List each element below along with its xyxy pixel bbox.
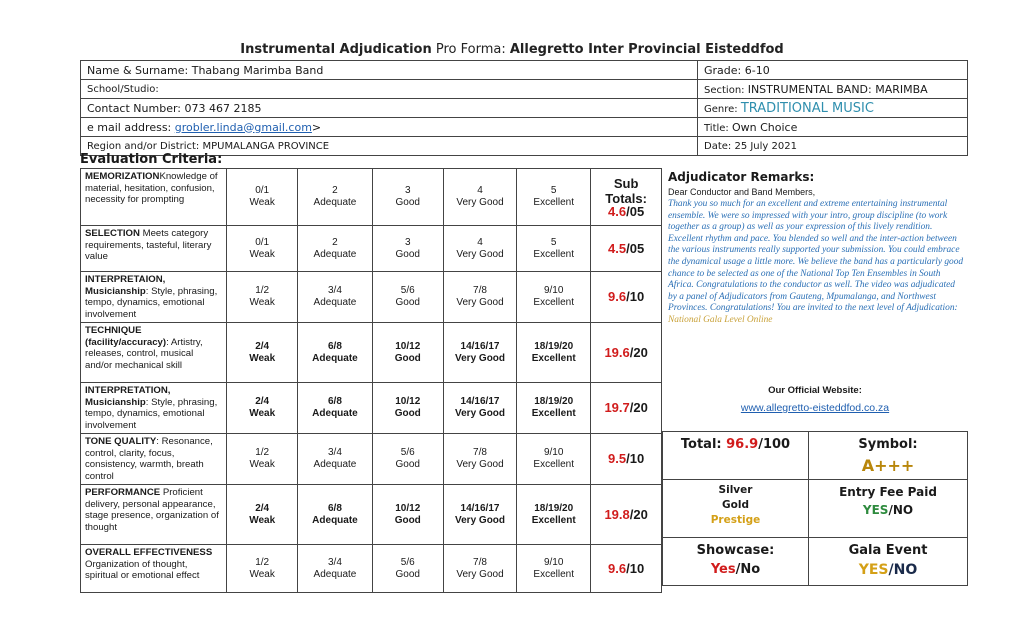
criteria-detail: Meets category requirements, tasteful, literary value — [85, 228, 212, 262]
score-range: 14/16/17 — [460, 396, 500, 407]
criteria-detail: : Style, phrasing, tempo, dynamics, emotional involvement — [85, 396, 218, 431]
title-cell — [698, 118, 968, 137]
criteria-detail: : Style, phrasing, tempo, dynamics, emotional involvement — [85, 285, 218, 320]
score-range: 6/8 — [328, 340, 342, 352]
email-suffix: > — [311, 120, 322, 134]
score-option — [443, 485, 516, 545]
remarks-level: National Gala Level Online — [668, 314, 773, 325]
grade-cell — [698, 61, 968, 80]
criteria-name: SELECTION — [85, 228, 140, 239]
region-value: MPUMALANGA PROVINCE — [202, 140, 330, 152]
subtotal-cell — [591, 169, 662, 226]
score-option — [443, 545, 516, 593]
score-range: 3 — [404, 236, 411, 248]
score-label: Adequate — [312, 352, 358, 364]
medals-cell — [663, 480, 809, 538]
medal-gold: Gold — [722, 499, 749, 511]
score-label: Adequate — [313, 248, 357, 260]
score-label: Very Good — [456, 297, 504, 308]
score-option — [443, 434, 516, 485]
score-option — [298, 169, 372, 226]
score-label: Very Good — [455, 352, 506, 364]
score-option — [298, 272, 372, 323]
subtotal-out-of: /05 — [626, 204, 645, 219]
section-value: INSTRUMENTAL BAND: MARIMBA — [747, 82, 928, 96]
website-title: Our Official Website: — [768, 385, 862, 396]
score-label: Very Good — [456, 197, 504, 208]
criteria-row — [81, 383, 662, 434]
score-range: 0/1 — [255, 236, 270, 248]
score-label: Excellent — [533, 568, 574, 580]
score-option — [298, 383, 372, 434]
symbol-cell — [809, 432, 968, 480]
score-range: 9/10 — [543, 285, 564, 296]
score-label: Excellent — [533, 297, 574, 308]
score-label: Weak — [249, 408, 276, 419]
score-option — [227, 272, 298, 323]
score-range: 2/4 — [255, 396, 270, 407]
showcase-label: Showcase: — [696, 543, 775, 558]
genre-value: TRADITIONAL MUSIC — [740, 100, 874, 116]
score-option — [227, 169, 298, 226]
name-value: Thabang Marimba Band — [191, 63, 324, 77]
score-range: 5 — [550, 236, 557, 248]
criteria-name: OVERALL EFFECTIVENESS — [85, 547, 213, 558]
criteria-detail: : Resonance, control, clarity, focus, consistency, warmth, breath control — [85, 436, 213, 482]
subtotal-cell — [591, 383, 662, 434]
score-range: 2 — [332, 236, 338, 248]
score-range: 4 — [477, 236, 483, 248]
email-label: e mail address: — [87, 120, 175, 134]
contact-cell — [81, 99, 698, 118]
info-table — [80, 60, 968, 156]
section-cell — [698, 80, 968, 99]
score-range: 18/19/20 — [534, 502, 574, 514]
score-option — [372, 545, 443, 593]
name-cell — [81, 61, 698, 80]
adjudicator-remarks: Adjudicator Remarks: Dear Conductor and Band Members, Thank you so much for an excellent and extreme entertaining instrumental ensemble. We were so impressed with your intro, group discipline (to work together as a group) as well as your expression of this lively rendition. Excellent rhythm and pace. You blended so well and the inter-action between the various instruments really supported your submission. You could embrace the dynamical usage a little more. We believe the band has a particularly good chance to be selected as one of the National Top Ten Ensembles in South Africa. Congratulations to the conductor as well. The video was adjudicated by a panel of Adjudicators from Gauteng, Mpumalanga, and Northwest Provinces. Congratulations! You are invited to the next level of Adjudication: National Gala Level Online — [668, 170, 964, 325]
score-option — [443, 383, 516, 434]
criteria-description — [81, 169, 227, 226]
gala-label: Gala Event — [848, 543, 928, 558]
subtotal-header-line1: Sub — [613, 176, 639, 191]
subtotal-cell — [591, 323, 662, 383]
subtotal-out-of: /10 — [626, 560, 645, 576]
score-label: Weak — [249, 514, 276, 526]
showcase-cell — [663, 538, 809, 586]
criteria-row — [81, 169, 662, 226]
score-range: 5/6 — [400, 447, 415, 458]
email-cell — [81, 118, 698, 137]
score-range: 2/4 — [255, 340, 270, 352]
showcase-yes: Yes — [710, 562, 736, 577]
subtotal-header-line2: Totals: — [605, 191, 647, 206]
criteria-row — [81, 485, 662, 545]
score-label: Very Good — [456, 459, 504, 470]
subtotal-value: 19.7 — [604, 400, 630, 415]
score-option — [517, 383, 591, 434]
score-range: 0/1 — [255, 185, 270, 196]
score-label: Excellent — [533, 197, 574, 208]
subtotal-cell — [591, 272, 662, 323]
showcase-no: /No — [735, 562, 761, 577]
score-range: 7/8 — [473, 556, 487, 568]
score-range: 4 — [477, 185, 483, 196]
subtotal-out-of: /20 — [629, 506, 648, 522]
score-option — [372, 169, 443, 226]
subtotal-out-of: /10 — [626, 451, 645, 466]
total-out: /100 — [758, 437, 791, 452]
score-range: 6/8 — [328, 396, 342, 407]
criteria-description — [81, 545, 227, 593]
score-label: Very Good — [455, 408, 506, 419]
criteria-name: PERFORMANCE — [85, 487, 161, 498]
remarks-text: Thank you so much for an excellent and extreme entertaining instrumental ensemble. We were so impressed with your intro, group discipline (to work together as a group) as well as your expression of this lively rendition. Excellent rhythm and pace. You blended so well and the inter-action between the various instruments really supported your submission. You could embrace the dynamical usage a little more. We believe the band has a particularly good chance to be selected as one of the National Top Ten Ensembles in South Africa. Congratulations to the conductor as well. The video was adjudicated by a panel of Adjudicators from Gauteng, Mpumalanga, and Northwest Provinces. Congratulations! You are invited to the next level of Adjudication: — [668, 199, 964, 314]
score-label: Adequate — [313, 568, 357, 580]
criteria-description — [81, 226, 227, 272]
totals-table — [662, 431, 968, 586]
score-range: 10/12 — [395, 502, 421, 514]
subtotal-value: 4.6 — [608, 204, 627, 219]
score-label: Weak — [249, 248, 275, 260]
entry-fee-cell — [809, 480, 968, 538]
score-option — [298, 485, 372, 545]
subtotal-value: 19.8 — [604, 506, 630, 522]
score-option — [227, 545, 298, 593]
subtotal-out-of: /20 — [629, 400, 648, 415]
website-block — [662, 385, 968, 414]
criteria-row — [81, 323, 662, 383]
medal-prestige: Prestige — [710, 514, 761, 526]
score-option — [298, 545, 372, 593]
score-option — [372, 272, 443, 323]
score-option — [298, 323, 372, 383]
score-range: 5 — [550, 185, 557, 196]
criteria-description — [81, 383, 227, 434]
total-value: 96.9 — [726, 437, 759, 452]
score-range: 1/2 — [255, 447, 270, 458]
score-option — [227, 226, 298, 272]
region-label: Region and/or District: — [87, 140, 203, 152]
grade-value: 6-10 — [744, 63, 770, 77]
score-label: Good — [395, 459, 420, 470]
score-label: Very Good — [455, 514, 506, 526]
date-cell — [698, 137, 968, 156]
subtotal-value: 4.5 — [608, 240, 627, 256]
criteria-detail: Knowledge of material, hesitation, confusion, necessity for prompting — [85, 171, 218, 205]
score-label: Excellent — [533, 459, 574, 470]
score-option — [227, 434, 298, 485]
score-label: Excellent — [531, 514, 576, 526]
score-option — [372, 226, 443, 272]
score-range: 10/12 — [395, 340, 421, 352]
score-range: 3/4 — [328, 447, 342, 458]
criteria-title: Evaluation Criteria: — [80, 152, 223, 167]
subtotal-out-of: /10 — [626, 289, 645, 304]
score-range: 14/16/17 — [460, 502, 500, 514]
score-range: 1/2 — [255, 556, 270, 568]
gala-cell — [809, 538, 968, 586]
score-range: 10/12 — [395, 396, 421, 407]
score-label: Weak — [249, 197, 275, 208]
score-option — [227, 383, 298, 434]
score-option — [443, 169, 516, 226]
criteria-detail: Proficient delivery, personal appearance, stage presence, organization of thought — [85, 487, 219, 533]
score-label: Adequate — [312, 408, 358, 419]
score-option — [517, 485, 591, 545]
entry-fee-label: Entry Fee Paid — [839, 485, 937, 499]
score-label: Excellent — [531, 352, 576, 364]
title-value: Own Choice — [731, 120, 798, 134]
website-link[interactable]: www.allegretto-eisteddfod.co.za — [740, 402, 890, 414]
subtotal-value: 19.6 — [604, 344, 630, 360]
school-label: School/Studio: — [87, 83, 159, 95]
subtotal-out-of: /20 — [629, 344, 648, 360]
score-option — [372, 434, 443, 485]
subtotal-value: 9.6 — [608, 560, 627, 576]
gala-no: /NO — [888, 562, 918, 578]
score-range: 3/4 — [328, 285, 342, 296]
criteria-description — [81, 272, 227, 323]
subtotal-cell — [591, 545, 662, 593]
score-label: Adequate — [313, 197, 357, 208]
form-title-prefix: Instrumental Adjudication — [240, 42, 432, 57]
criteria-detail: Organization of thought, spiritual or emotional effect — [85, 558, 200, 581]
score-label: Weak — [249, 352, 276, 364]
score-range: 1/2 — [255, 285, 270, 296]
contact-label: Contact Number: — [87, 101, 185, 115]
remarks-body — [668, 199, 964, 327]
subtotal-value: 9.6 — [608, 289, 627, 304]
school-cell — [81, 80, 698, 99]
score-range: 3/4 — [328, 556, 342, 568]
name-label: Name & Surname: — [87, 63, 192, 77]
date-value: 25 July 2021 — [734, 140, 797, 152]
total-cell — [663, 432, 809, 480]
score-option — [517, 226, 591, 272]
subtotal-out-of: /05 — [626, 240, 645, 256]
score-option — [227, 485, 298, 545]
contact-value: 073 467 2185 — [184, 101, 262, 115]
subtotal-cell — [591, 485, 662, 545]
score-range: 5/6 — [400, 556, 415, 568]
score-label: Good — [395, 568, 420, 580]
symbol-value: A+++ — [861, 456, 915, 475]
score-label: Good — [394, 408, 421, 419]
score-option — [372, 323, 443, 383]
score-range: 18/19/20 — [534, 396, 574, 407]
score-label: Good — [394, 352, 421, 364]
criteria-row — [81, 272, 662, 323]
score-range: 6/8 — [328, 502, 342, 514]
criteria-description — [81, 485, 227, 545]
section-label: Section: — [704, 84, 748, 96]
email-link[interactable]: grobler.linda@gmail.com — [174, 120, 312, 134]
score-option — [517, 434, 591, 485]
genre-cell — [698, 99, 968, 118]
genre-label: Genre: — [704, 103, 741, 115]
score-label: Good — [394, 514, 421, 526]
score-range: 9/10 — [543, 447, 564, 458]
gala-yes: YES — [858, 562, 889, 578]
symbol-label: Symbol: — [858, 437, 918, 452]
subtotal-cell — [591, 434, 662, 485]
score-label: Excellent — [531, 408, 576, 419]
score-option — [227, 323, 298, 383]
score-range: 2/4 — [255, 502, 270, 514]
remarks-title: Adjudicator Remarks — [668, 170, 810, 184]
grade-label: Grade: — [704, 63, 745, 77]
title-label: Title: — [704, 122, 732, 134]
score-range: 14/16/17 — [460, 340, 500, 352]
criteria-detail: : Artistry, releases, control, musical and/or mechanical skill — [85, 336, 203, 371]
criteria-description — [81, 323, 227, 383]
criteria-row — [81, 226, 662, 272]
score-label: Good — [395, 248, 420, 260]
remarks-greeting: Dear Conductor and Band Members, — [668, 187, 816, 197]
score-option — [517, 272, 591, 323]
score-option — [443, 272, 516, 323]
score-label: Adequate — [312, 514, 358, 526]
total-label: Total: — [680, 437, 727, 452]
event-name: Allegretto Inter Provincial Eisteddfod — [509, 42, 784, 57]
score-option — [443, 226, 516, 272]
score-range: 3 — [404, 185, 411, 196]
score-range: 2 — [332, 185, 338, 196]
criteria-name: TECHNIQUE (facility/accuracy) — [85, 325, 167, 348]
criteria-table — [80, 168, 662, 593]
score-option — [372, 485, 443, 545]
score-range: 18/19/20 — [534, 340, 574, 352]
subtotal-value: 9.5 — [608, 451, 627, 466]
score-label: Excellent — [533, 248, 574, 260]
score-option — [517, 169, 591, 226]
criteria-row — [81, 434, 662, 485]
score-label: Weak — [249, 568, 275, 580]
score-range: 7/8 — [473, 447, 487, 458]
entry-fee-yes: YES — [862, 503, 889, 517]
score-label: Good — [395, 297, 420, 308]
score-option — [372, 383, 443, 434]
subtotal-cell — [591, 226, 662, 272]
score-option — [298, 434, 372, 485]
criteria-description — [81, 434, 227, 485]
score-range: 7/8 — [473, 285, 487, 296]
entry-fee-no: /NO — [888, 503, 914, 517]
criteria-name: MEMORIZATION — [85, 171, 160, 182]
score-label: Weak — [249, 297, 275, 308]
date-label: Date: — [704, 140, 735, 152]
score-option — [443, 323, 516, 383]
score-option — [517, 545, 591, 593]
form-title — [0, 42, 1024, 57]
criteria-row — [81, 545, 662, 593]
criteria-name: INTERPRETATION, Musicianship — [85, 385, 171, 408]
score-label: Very Good — [456, 568, 504, 580]
score-range: 5/6 — [400, 285, 415, 296]
score-label: Very Good — [456, 248, 504, 260]
form-title-mid: Pro Forma: — [431, 42, 510, 57]
criteria-name: INTERPRETAION, Musicianship — [85, 274, 166, 297]
score-option — [298, 226, 372, 272]
criteria-body — [81, 169, 662, 593]
score-label: Good — [395, 197, 420, 208]
score-label: Weak — [249, 459, 275, 470]
score-range: 9/10 — [543, 556, 564, 568]
score-option — [517, 323, 591, 383]
score-label: Adequate — [313, 297, 357, 308]
medal-silver: Silver — [718, 484, 753, 496]
criteria-name: TONE QUALITY — [85, 436, 157, 447]
score-label: Adequate — [313, 459, 357, 470]
